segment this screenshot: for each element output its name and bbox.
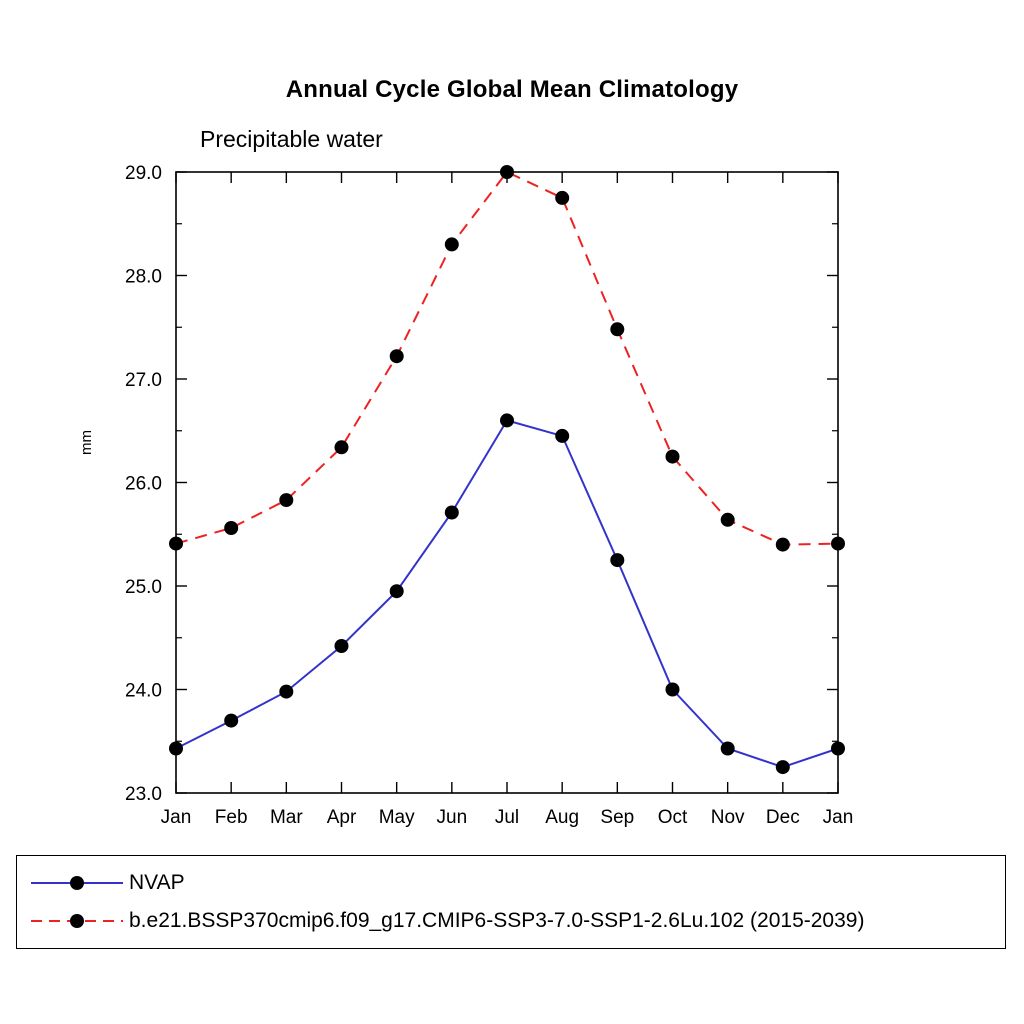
series-line-0 xyxy=(176,420,838,767)
x-tick-label: Oct xyxy=(657,807,688,828)
series-marker-0 xyxy=(610,553,624,567)
series-marker-0 xyxy=(279,685,293,699)
series-marker-0 xyxy=(721,742,735,756)
series-marker-1 xyxy=(831,537,845,551)
series-marker-1 xyxy=(776,538,790,552)
series-marker-1 xyxy=(555,191,569,205)
series-marker-0 xyxy=(776,760,790,774)
series-marker-1 xyxy=(610,322,624,336)
y-tick-label: 27.0 xyxy=(125,370,162,391)
series-marker-1 xyxy=(335,440,349,454)
series-marker-0 xyxy=(445,506,459,520)
series-marker-0 xyxy=(500,413,514,427)
series-marker-1 xyxy=(224,521,238,535)
series-marker-1 xyxy=(666,450,680,464)
y-tick-label: 28.0 xyxy=(125,266,162,288)
legend-entry-0 xyxy=(17,866,1005,906)
x-tick-label: Mar xyxy=(269,807,303,828)
series-marker-0 xyxy=(169,742,183,756)
y-tick-label: 29.0 xyxy=(125,163,162,184)
chart-legend xyxy=(16,855,1006,949)
series-marker-0 xyxy=(666,683,680,697)
y-tick-label: 24.0 xyxy=(125,680,162,702)
series-marker-1 xyxy=(169,537,183,551)
series-marker-1 xyxy=(500,165,514,179)
y-tick-label: 25.0 xyxy=(125,577,162,598)
plot-frame xyxy=(176,172,838,793)
x-tick-label: Sep xyxy=(600,807,635,828)
legend-label-1: b.e21.BSSP370cmip6.f09_g17.CMIP6-SSP3-7.0-SSP1-2.6Lu.102 (2015-2039) xyxy=(129,909,865,932)
x-tick-label: Jul xyxy=(494,807,520,828)
legend-entry-1 xyxy=(17,904,1005,944)
legend-swatch-model xyxy=(31,904,123,938)
y-tick-label: 26.0 xyxy=(125,473,162,495)
series-marker-0 xyxy=(335,639,349,653)
chart-title: Annual Cycle Global Mean Climatology xyxy=(285,76,739,103)
series-marker-1 xyxy=(390,349,404,363)
chart-subtitle: Precipitable water xyxy=(200,126,383,152)
x-tick-label: Aug xyxy=(545,807,580,828)
legend-swatch-nvap xyxy=(31,866,123,900)
y-tick-label: 23.0 xyxy=(125,784,162,805)
x-tick-label: May xyxy=(378,807,415,828)
series-marker-1 xyxy=(721,513,735,527)
x-tick-label: Dec xyxy=(765,807,800,828)
legend-label-0: NVAP xyxy=(129,871,185,894)
x-tick-label: Jan xyxy=(822,807,854,828)
series-line-1 xyxy=(176,172,838,545)
x-tick-label: Jun xyxy=(436,807,468,828)
x-tick-label: Nov xyxy=(710,807,745,828)
x-tick-label: Jan xyxy=(160,807,192,828)
series-marker-0 xyxy=(390,584,404,598)
x-tick-label: Feb xyxy=(214,807,248,828)
x-tick-label: Apr xyxy=(326,807,357,828)
y-axis-label: mm xyxy=(78,430,95,455)
series-marker-1 xyxy=(279,493,293,507)
series-marker-0 xyxy=(555,429,569,443)
series-marker-0 xyxy=(224,714,238,728)
series-marker-0 xyxy=(831,742,845,756)
series-marker-1 xyxy=(445,237,459,251)
